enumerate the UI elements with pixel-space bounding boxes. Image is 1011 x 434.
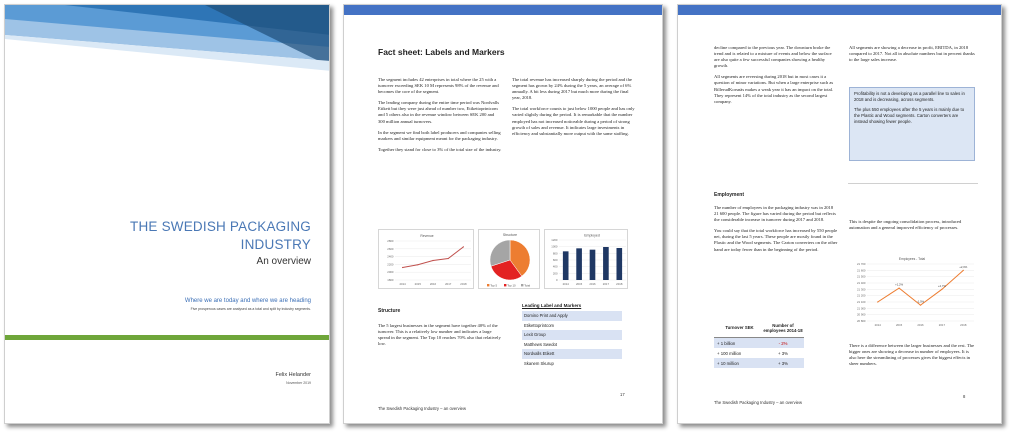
employed-chart [544,229,628,289]
bar [603,247,609,280]
y-tick-label: 21 200 [856,293,866,298]
legend-label: Top 10 [507,283,516,288]
table-cell-change: + 3% [778,350,788,356]
x-tick-label: 2014 [562,281,569,286]
data-point [877,301,878,302]
cover-author: Felix Helander [275,372,311,378]
cover-tagline: Where we are today and where we are heading [184,298,311,304]
report-column-left-top [714,45,838,110]
page-number: 17 [620,392,625,397]
paragraph: You could say that the total workforce has increased by 550 people net, during the last 5 years. These people are mostly found in the Plastic and the Wood segments. The Carton converters on the other hand are today fewer than in the beginning of the period. [714,228,838,252]
page-number: 8 [963,394,966,399]
page-footer: The Swedish Packaging Industry – an overview [714,400,802,405]
x-tick-label: 2015 [414,281,421,286]
data-point [448,258,449,259]
y-tick-label: 1000 [551,244,558,249]
data-label: +1,2% [895,282,904,287]
list-item: Nordvalls Etikett [522,349,622,359]
fact-sheet-page [343,4,663,424]
structure-paragraph: The 5 largest businesses in the segment have together 40% of the turnover. This is a relatively low number and indicates a large spread in the segment. The Top 10 reaches 70% also that relatively low. [378,323,501,347]
revenue-chart-svg [379,230,475,290]
y-tick-label: 600 [552,258,558,262]
employees-total-chart [847,251,977,331]
y-tick-label: 21 600 [856,268,866,273]
table-cell-change: + 3% [778,360,788,366]
data-point [941,289,942,290]
legend-label: Top 5 [490,283,498,288]
data-label: -1,5% [916,299,925,304]
data-point [963,270,964,271]
cover-green-divider [5,335,329,340]
employees-total-chart-svg [847,251,977,331]
table-row [714,338,804,348]
cover-date: November 2019 [286,381,311,385]
y-tick-label: 0 [555,278,558,282]
data-point [417,264,418,265]
y-tick-label: 20 900 [856,312,866,317]
data-point [432,260,433,261]
cover-header-graphic [5,5,330,75]
y-tick-label: 2400 [387,254,394,259]
paragraph: In the segment we find both label producers and companies selling markers and similar equipment meant for the packaging industry. [378,129,501,141]
page-top-bar [344,5,662,15]
structure-heading: Structure [378,308,401,314]
y-tick-label: 21 100 [856,300,866,304]
x-tick-label: 2018 [460,281,467,286]
paragraph: Together they stand for close to 3% of the total size of the industry. [378,146,502,152]
y-tick-label: 21 500 [856,274,866,279]
paragraph: All segments are reversing during 2018 but in most cases it a question of minor variations. But when a large enterprise such as BillerudKorsnäs makes a weak year it has an impact on the total. They represent 14% of the total industry as the second largest company. [714,74,834,104]
structure-chart-svg [479,230,541,290]
y-tick-label: 2000 [387,270,394,275]
x-tick-label: 2017 [938,322,946,327]
list-item: Domino Print and Apply [522,311,622,321]
table-cell-turnover: + 10 million [717,360,739,366]
x-tick-label: 2015 [575,281,583,286]
table-row [714,348,804,358]
structure-chart [478,229,540,289]
x-tick-label: 2016 [917,322,924,327]
y-tick-label: 21 300 [856,287,866,292]
fact-sheet-column-right [512,77,636,142]
y-tick-label: 200 [552,271,558,276]
data-point [463,246,464,247]
y-tick-label: 2600 [387,246,394,251]
x-tick-label: 2018 [960,322,967,327]
table-row [714,358,804,368]
legend-label: Total [524,283,531,288]
y-tick-label: 21 000 [856,306,866,311]
x-tick-label: 2014 [874,322,881,327]
leading-companies-list [522,311,622,369]
report-page [677,4,1002,424]
page-footer: The Swedish Packaging Industry – an overview [378,406,466,411]
leading-companies-heading: Leading Label and Markers [522,303,582,308]
x-tick-label: 2014 [399,281,406,286]
cover-title-line1: THE SWEDISH PACKAGING [130,219,311,234]
chart-title: Revenue [420,234,434,238]
table-cell-turnover: + 1 billion [717,340,736,346]
cover-title [5,218,311,254]
data-point [402,267,403,268]
employment-column-left [714,205,838,258]
y-tick-label: 1200 [551,238,558,242]
fact-sheet-column-left [378,77,502,158]
paragraph: The leading company during the entire time period was Nordvalls Etikett but they were just ahead of number two, Etikettoprintcom and 5 others also in the revenue window between SEK 200 and 300 million annual turnovers. [378,100,500,124]
x-tick-label: 2015 [895,322,903,327]
callout-box [849,87,975,161]
section-divider [848,183,978,184]
y-tick-label: 400 [552,264,558,269]
employment-heading: Employment [714,192,745,198]
table-cell-change: - 2% [778,340,788,346]
bar [563,251,569,280]
cover-subtitle: An overview [256,256,311,267]
list-item: Skanem Skurup [524,360,554,366]
table-cell-turnover: + 100 million [717,350,742,356]
y-tick-label: 2800 [387,239,394,243]
x-tick-label: 2017 [602,281,610,286]
data-label: +4,7% [937,283,946,288]
list-item: Lexit Group [522,330,622,340]
table-header [714,318,804,338]
table-header-turnover: Turnover SEK [725,325,754,330]
legend-swatch [521,284,523,286]
y-tick-label: 21 400 [856,281,866,285]
paragraph: The total workforce counts to just below 1000 people and has only varied slightly during the period. It is remarkable that the number employed has not increased noticeable during a period of strong growth of sales and revenue. It indicates large investments in efficiency and substantially more output with the same staffing. [512,106,635,136]
list-item: Etikettoprintcom [524,322,555,328]
bar [616,248,622,280]
cover-description: Five prosperous cases are analysed as a total and split by industry segments. [190,307,311,311]
y-tick-label: 1800 [387,278,394,282]
y-tick-label: 800 [552,251,558,256]
data-point [899,287,900,288]
employment-table [714,318,804,368]
data-point [920,305,921,306]
revenue-chart [378,229,474,289]
y-tick-label: 2200 [387,262,394,267]
x-tick-label: 2016 [589,281,596,286]
employment-column-right-bottom: There is a difference between the larger businesses and the rest. The bigger ones are showing a decrease in number of employees. It is also here the streamlining of processes gives the biggest effects in sheer numbers. [849,343,975,367]
bar [590,250,596,280]
x-tick-label: 2017 [445,281,452,286]
table-header-employees: Number of employees 2014-18 [763,322,803,333]
legend-swatch [504,284,506,286]
x-tick-label: 2018 [616,281,623,286]
employment-column-right: This is despite the ongoing consolidation process, introduced automation and a general improved efficiency of processes. [849,219,962,231]
page-title: Fact sheet: Labels and Markers [378,47,505,57]
paragraph: The segment includes 42 enterprises in total where the 25 with a turnover exceeding SEK 10 M represents 98% of the revenue and becomes the core of the segment. [378,77,499,95]
bar [576,248,582,280]
y-tick-label: 21 700 [856,262,866,266]
x-tick-label: 2016 [429,281,437,286]
y-tick-label: 20 800 [856,319,866,323]
paragraph: The number of employees in the packaging industry was in 2018 21 600 people. The figure has varied during the period but reflects the considerable increase in turnover during 2017 and 2018. [714,205,836,223]
data-label: +2,0% [959,264,968,269]
legend-swatch [487,284,489,286]
chart-title: Structure [502,233,518,237]
callout-paragraph: Profitability is not a developing as a parallel line to sales in 2018 and is decreasing, across segments. [854,91,965,102]
callout-paragraph: The plus 550 employees after the 5 years is mainly due to the Plastic and Wood segments. Carton converters are instead showing fewer people. [854,107,965,124]
paragraph: The total revenue has increased sharply during the period and the segment has grown by 24% during the 5 years, an average of 6% annually. A bit less during 2017 but much more during the final year, 2018. [512,77,632,101]
employed-chart-svg [545,230,629,290]
cover-title-line2: INDUSTRY [240,237,311,252]
report-column-right-top: All segments are showing a decrease in profit, EBITDA, in 2018 compared to 2017. Not all in absolute numbers but in percent thanks to the large sales increase. [849,45,975,63]
chart-title: Employees - Total [898,257,926,261]
page-top-bar [678,5,1001,15]
chart-title: Employed [584,233,600,238]
paragraph: decline compared to the previous year. The downturn broke the trend and is related to a mixture of events and below the surface are also quite a few successful companies showing a healthy growth. [714,45,832,69]
list-item: Matthews Swedot [524,341,558,347]
cover-page [4,4,330,424]
